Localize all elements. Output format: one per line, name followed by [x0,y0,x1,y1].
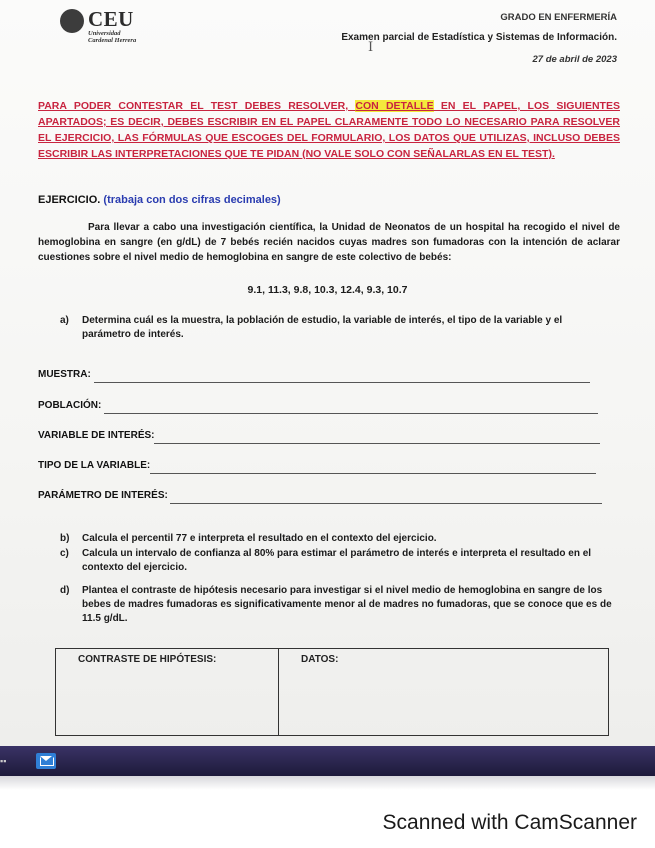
exercise-heading: EJERCICIO. (trabaja con dos cifras decimales) [38,194,281,206]
table-header-datos: DATOS: [301,654,339,665]
mail-icon[interactable] [36,753,56,769]
exercise-intro: Para llevar a cabo una investigación científica, la Unidad de Neonatos de un hospital ha recogido el nivel de hemoglobina en sangre (en g/dL) de 7 bebés recién nacidos cuyas madres son fumadoras con la intención de aclarar cuestiones sobre el nivel medio de hemoglobina en sangre de este colectivo de bebés: [38,222,620,263]
answer-line[interactable] [170,503,602,504]
answer-line[interactable] [150,473,596,474]
question-a: a) Determina cuál es la muestra, la población de estudio, la variable de interés, el tipo de la variable y el parámetro de interés. [60,315,563,340]
answer-line[interactable] [104,413,598,414]
app-grid-icon[interactable]: ▪▪ [0,756,7,766]
table-header-contraste: CONTRASTE DE HIPÓTESIS: [78,654,217,665]
question-d: d) Plantea el contraste de hipótesis necesario para investigar si el nivel medio de hemoglobina en sangre de los bebes de madres fumadoras es significativamente menor al de madres no fumadoras, que se conoce que es de 11.5 g/dL. [60,585,612,624]
screen-edge [0,776,655,790]
hypothesis-answer-table [55,648,609,736]
os-taskbar [0,746,655,776]
answer-line[interactable] [94,382,590,383]
logo-subtitle: Universidad Cardenal Herrera [88,30,137,44]
field-parametro[interactable]: PARÁMETRO DE INTERÉS: [38,490,602,504]
field-variable[interactable]: VARIABLE DE INTERÉS: [38,430,600,444]
exam-title: Examen parcial de Estadística y Sistemas de Información. [341,32,617,43]
field-muestra[interactable]: MUESTRA: [38,369,590,383]
field-poblacion[interactable]: POBLACIÓN: [38,400,598,414]
ceu-logo-icon [60,9,84,33]
exercise-note: (trabaja con dos cifras decimales) [103,194,281,206]
field-tipo[interactable]: TIPO DE LA VARIABLE: [38,460,596,474]
table-divider [278,649,279,735]
exam-date: 27 de abril de 2023 [532,54,617,65]
answer-line[interactable] [154,443,600,444]
highlight-detalle: CON DETALLE [355,100,434,112]
question-c: c) Calcula un intervalo de confianza al 80% para estimar el parámetro de interés e interpreta el resultado en el contexto del ejercicio. [60,548,592,573]
data-values: 9.1, 11.3, 9.8, 10.3, 12.4, 9.3, 10.7 [247,284,408,296]
instructions-warning: PARA PODER CONTESTAR EL TEST DEBES RESOLVER, CON DETALLE EN EL PAPEL, LOS SIGUIENTES APARTADOS; ES DECIR, DEBES ESCRIBIR EN EL PAPEL CLARAMENTE TODO LO NECESARIO PARA RESOLVER EL EJERCICIO, LAS FÓRMULAS QUE ESCOGES DEL FORMULARIO, LOS DATOS QUE UTILIZAS, INCLUSO DEBES ESCRIBIR LAS INTERPRETACIONES QUE TE PIDAN (NO VALE SOLO CON SEÑALARLAS EN EL TEST). [38,100,620,160]
text-cursor-icon: I [368,40,374,55]
program-title: GRADO EN ENFERMERÍA [500,12,617,23]
question-b: b) Calcula el percentil 77 e interpreta el resultado en el contexto del ejercicio. [60,533,437,544]
camscanner-watermark: Scanned with CamScanner [382,811,637,834]
logo-text: CEU [88,7,134,31]
